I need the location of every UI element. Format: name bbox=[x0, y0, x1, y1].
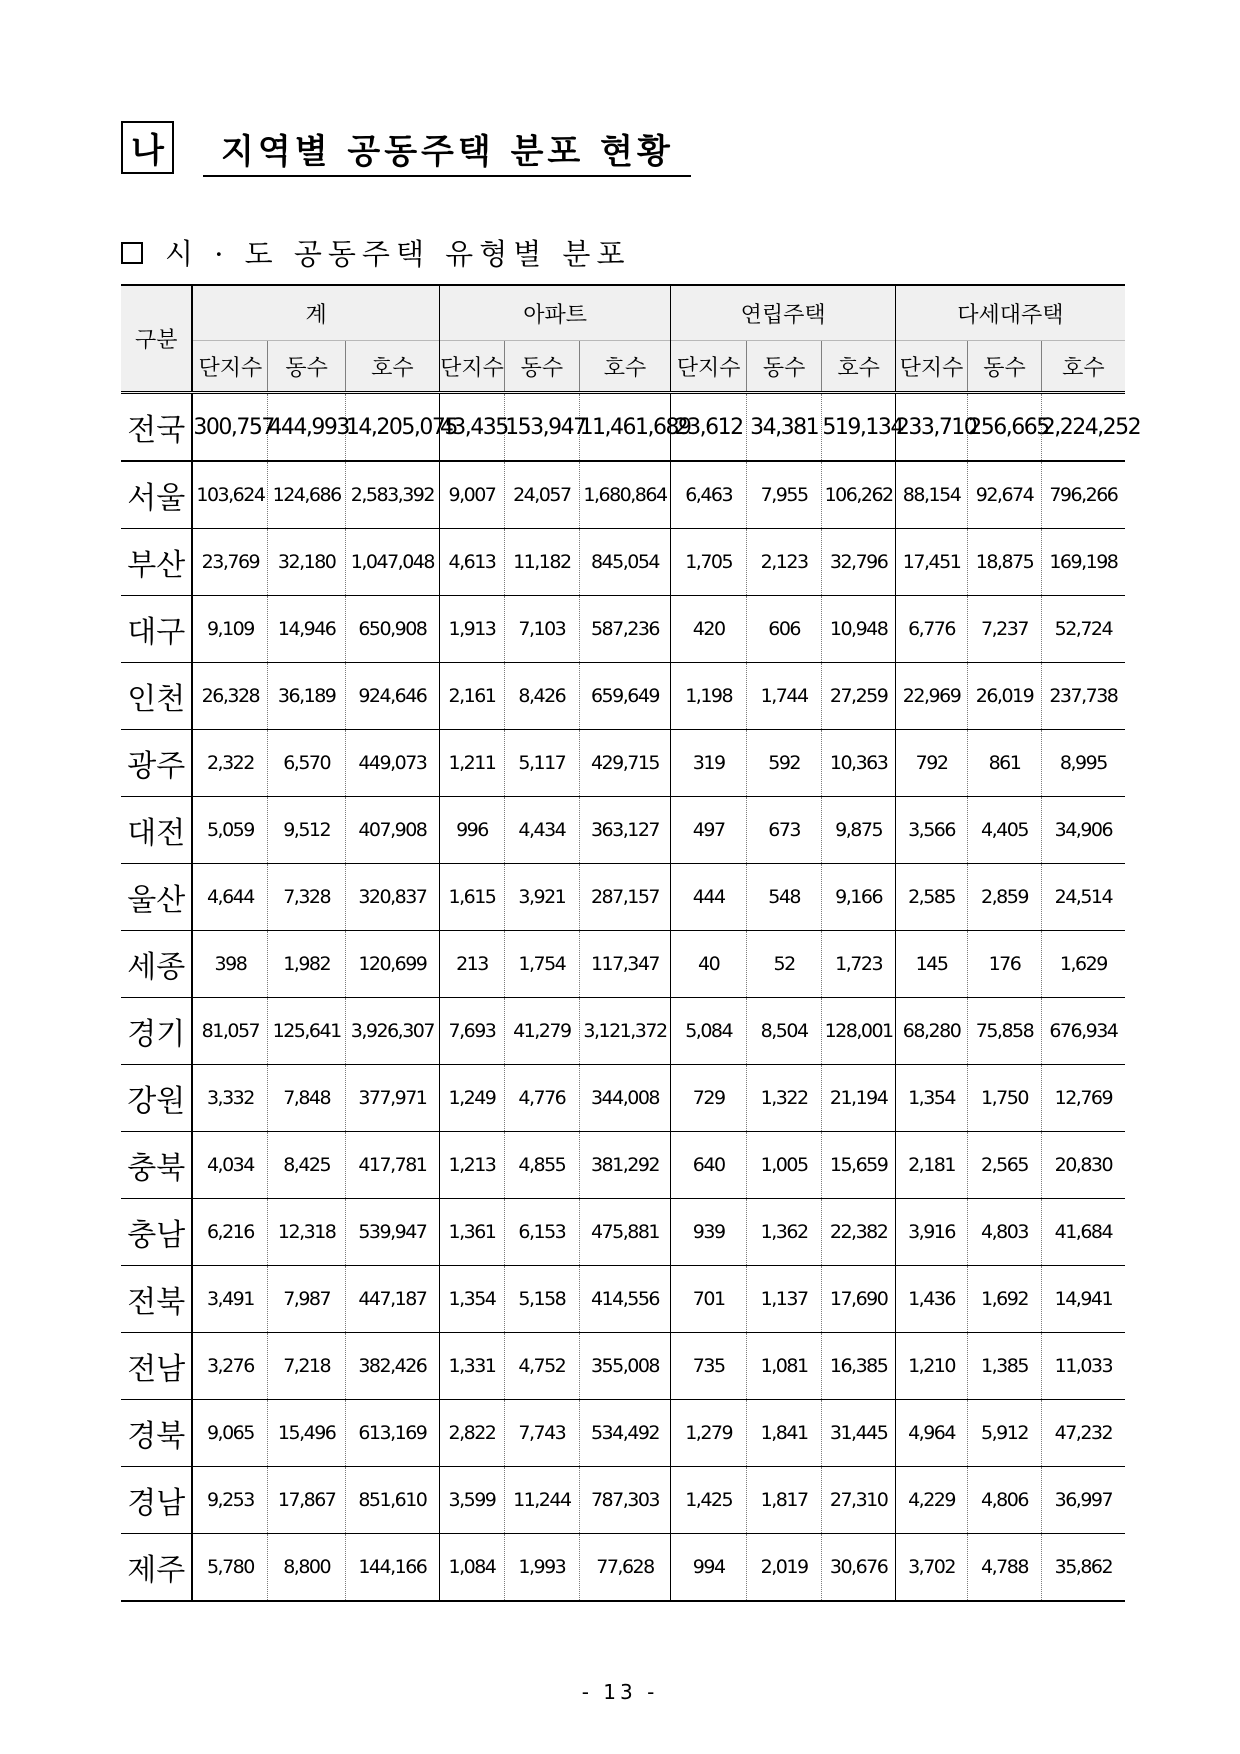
cell-total-buildings: 15,496 bbox=[268, 1400, 346, 1467]
cell-rowhouse-buildings: 1,322 bbox=[746, 1065, 821, 1132]
cell-multiplex-complexes: 88,154 bbox=[895, 461, 967, 529]
cell-total-units: 14,205,075 bbox=[345, 393, 439, 462]
cell-apt-buildings: 4,855 bbox=[505, 1132, 579, 1199]
group-header-total: 계 bbox=[192, 285, 439, 341]
cell-total-complexes: 103,624 bbox=[192, 461, 267, 529]
cell-rowhouse-units: 128,001 bbox=[822, 998, 895, 1065]
cell-multiplex-units: 41,684 bbox=[1041, 1199, 1125, 1266]
group-header-apartment: 아파트 bbox=[439, 285, 671, 341]
cell-apt-complexes: 996 bbox=[439, 797, 504, 864]
cell-multiplex-buildings: 7,237 bbox=[968, 596, 1041, 663]
cell-total-complexes: 3,276 bbox=[192, 1333, 267, 1400]
cell-rowhouse-buildings: 592 bbox=[746, 730, 821, 797]
cell-apt-buildings: 8,426 bbox=[505, 663, 579, 730]
cell-total-units: 417,781 bbox=[345, 1132, 439, 1199]
row-header-region: 전국 bbox=[121, 393, 192, 462]
cell-multiplex-complexes: 3,566 bbox=[895, 797, 967, 864]
cell-multiplex-units: 52,724 bbox=[1041, 596, 1125, 663]
cell-total-complexes: 9,253 bbox=[192, 1467, 267, 1534]
cell-apt-buildings: 6,153 bbox=[505, 1199, 579, 1266]
cell-multiplex-buildings: 4,806 bbox=[968, 1467, 1041, 1534]
cell-rowhouse-complexes: 729 bbox=[671, 1065, 746, 1132]
cell-total-complexes: 81,057 bbox=[192, 998, 267, 1065]
cell-total-complexes: 23,769 bbox=[192, 529, 267, 596]
cell-total-complexes: 9,109 bbox=[192, 596, 267, 663]
row-header-region: 전북 bbox=[121, 1266, 192, 1333]
cell-total-buildings: 36,189 bbox=[268, 663, 346, 730]
row-header-region: 제주 bbox=[121, 1534, 192, 1602]
cell-total-buildings: 7,328 bbox=[268, 864, 346, 931]
table-row bbox=[121, 864, 1125, 931]
cell-apt-complexes: 3,599 bbox=[439, 1467, 504, 1534]
cell-apt-units: 534,492 bbox=[579, 1400, 671, 1467]
cell-total-complexes: 9,065 bbox=[192, 1400, 267, 1467]
subheader-buildings: 동수 bbox=[505, 341, 579, 393]
cell-multiplex-complexes: 1,210 bbox=[895, 1333, 967, 1400]
cell-rowhouse-buildings: 1,081 bbox=[746, 1333, 821, 1400]
cell-rowhouse-complexes: 5,084 bbox=[671, 998, 746, 1065]
cell-multiplex-buildings: 1,750 bbox=[968, 1065, 1041, 1132]
row-header-region: 충남 bbox=[121, 1199, 192, 1266]
cell-rowhouse-units: 30,676 bbox=[822, 1534, 895, 1602]
cell-total-complexes: 398 bbox=[192, 931, 267, 998]
table-row bbox=[121, 730, 1125, 797]
cell-rowhouse-complexes: 23,612 bbox=[671, 393, 746, 462]
cell-multiplex-units: 12,769 bbox=[1041, 1065, 1125, 1132]
cell-apt-complexes: 1,615 bbox=[439, 864, 504, 931]
cell-multiplex-buildings: 92,674 bbox=[968, 461, 1041, 529]
cell-apt-complexes: 1,331 bbox=[439, 1333, 504, 1400]
row-header-region: 전남 bbox=[121, 1333, 192, 1400]
cell-apt-units: 659,649 bbox=[579, 663, 671, 730]
cell-rowhouse-units: 32,796 bbox=[822, 529, 895, 596]
table-row bbox=[121, 1266, 1125, 1333]
cell-apt-units: 381,292 bbox=[579, 1132, 671, 1199]
cell-multiplex-units: 36,997 bbox=[1041, 1467, 1125, 1534]
cell-multiplex-buildings: 5,912 bbox=[968, 1400, 1041, 1467]
subheader-units: 호수 bbox=[579, 341, 671, 393]
cell-apt-complexes: 1,211 bbox=[439, 730, 504, 797]
distribution-table bbox=[121, 284, 1141, 1602]
cell-total-units: 924,646 bbox=[345, 663, 439, 730]
row-header-region: 서울 bbox=[121, 461, 192, 529]
row-header-region: 경남 bbox=[121, 1467, 192, 1534]
cell-rowhouse-buildings: 1,841 bbox=[746, 1400, 821, 1467]
cell-total-buildings: 32,180 bbox=[268, 529, 346, 596]
cell-multiplex-complexes: 1,436 bbox=[895, 1266, 967, 1333]
cell-multiplex-units: 169,198 bbox=[1041, 529, 1125, 596]
cell-apt-buildings: 11,244 bbox=[505, 1467, 579, 1534]
cell-total-units: 613,169 bbox=[345, 1400, 439, 1467]
cell-apt-units: 475,881 bbox=[579, 1199, 671, 1266]
cell-apt-complexes: 1,913 bbox=[439, 596, 504, 663]
cell-apt-units: 1,680,864 bbox=[579, 461, 671, 529]
subheader-buildings: 동수 bbox=[968, 341, 1041, 393]
cell-total-units: 650,908 bbox=[345, 596, 439, 663]
cell-multiplex-units: 14,941 bbox=[1041, 1266, 1125, 1333]
cell-multiplex-buildings: 2,565 bbox=[968, 1132, 1041, 1199]
cell-total-buildings: 125,641 bbox=[268, 998, 346, 1065]
cell-apt-units: 414,556 bbox=[579, 1266, 671, 1333]
cell-multiplex-buildings: 4,405 bbox=[968, 797, 1041, 864]
cell-apt-complexes: 2,822 bbox=[439, 1400, 504, 1467]
subheader-complexes: 단지수 bbox=[439, 341, 504, 393]
row-header-region: 부산 bbox=[121, 529, 192, 596]
cell-total-units: 320,837 bbox=[345, 864, 439, 931]
cell-rowhouse-complexes: 1,705 bbox=[671, 529, 746, 596]
subheader-units: 호수 bbox=[822, 341, 895, 393]
cell-multiplex-buildings: 18,875 bbox=[968, 529, 1041, 596]
cell-rowhouse-buildings: 2,123 bbox=[746, 529, 821, 596]
cell-rowhouse-buildings: 8,504 bbox=[746, 998, 821, 1065]
cell-total-units: 144,166 bbox=[345, 1534, 439, 1602]
table-body bbox=[121, 393, 1141, 1602]
cell-multiplex-complexes: 233,710 bbox=[895, 393, 967, 462]
cell-rowhouse-buildings: 1,005 bbox=[746, 1132, 821, 1199]
cell-apt-buildings: 7,103 bbox=[505, 596, 579, 663]
cell-multiplex-buildings: 1,385 bbox=[968, 1333, 1041, 1400]
page-number: - 13 - bbox=[581, 1680, 659, 1704]
row-header-region: 대구 bbox=[121, 596, 192, 663]
subheader-complexes: 단지수 bbox=[895, 341, 967, 393]
cell-apt-buildings: 24,057 bbox=[505, 461, 579, 529]
cell-rowhouse-units: 16,385 bbox=[822, 1333, 895, 1400]
cell-total-complexes: 26,328 bbox=[192, 663, 267, 730]
cell-multiplex-units: 8,995 bbox=[1041, 730, 1125, 797]
cell-total-buildings: 17,867 bbox=[268, 1467, 346, 1534]
cell-apt-units: 787,303 bbox=[579, 1467, 671, 1534]
cell-multiplex-units: 20,830 bbox=[1041, 1132, 1125, 1199]
cell-apt-units: 11,461,689 bbox=[579, 393, 671, 462]
cell-rowhouse-buildings: 52 bbox=[746, 931, 821, 998]
cell-total-buildings: 9,512 bbox=[268, 797, 346, 864]
table-row bbox=[121, 1132, 1125, 1199]
cell-multiplex-units: 1,629 bbox=[1041, 931, 1125, 998]
row-header-region: 인천 bbox=[121, 663, 192, 730]
cell-rowhouse-complexes: 6,463 bbox=[671, 461, 746, 529]
cell-total-buildings: 7,848 bbox=[268, 1065, 346, 1132]
cell-total-complexes: 2,322 bbox=[192, 730, 267, 797]
cell-total-units: 120,699 bbox=[345, 931, 439, 998]
cell-total-complexes: 4,644 bbox=[192, 864, 267, 931]
section-title: 지역별 공동주택 분포 현황 bbox=[221, 132, 674, 172]
cell-total-buildings: 7,218 bbox=[268, 1333, 346, 1400]
cell-apt-complexes: 2,161 bbox=[439, 663, 504, 730]
cell-rowhouse-buildings: 34,381 bbox=[746, 393, 821, 462]
table-row bbox=[121, 1065, 1125, 1132]
cell-apt-buildings: 4,752 bbox=[505, 1333, 579, 1400]
cell-rowhouse-units: 27,310 bbox=[822, 1467, 895, 1534]
section-badge: 나 bbox=[121, 121, 174, 174]
row-header-region: 강원 bbox=[121, 1065, 192, 1132]
cell-multiplex-units: 47,232 bbox=[1041, 1400, 1125, 1467]
cell-multiplex-buildings: 26,019 bbox=[968, 663, 1041, 730]
cell-rowhouse-complexes: 640 bbox=[671, 1132, 746, 1199]
subheader-complexes: 단지수 bbox=[192, 341, 267, 393]
cell-total-units: 377,971 bbox=[345, 1065, 439, 1132]
cell-rowhouse-units: 9,166 bbox=[822, 864, 895, 931]
subsection-title: 시 · 도 공동주택 유형별 분포 bbox=[165, 237, 631, 271]
cell-apt-units: 587,236 bbox=[579, 596, 671, 663]
table-row bbox=[121, 596, 1125, 663]
cell-multiplex-complexes: 792 bbox=[895, 730, 967, 797]
cell-rowhouse-units: 22,382 bbox=[822, 1199, 895, 1266]
cell-apt-complexes: 213 bbox=[439, 931, 504, 998]
cell-multiplex-units: 2,224,252 bbox=[1041, 393, 1125, 462]
table-row bbox=[121, 931, 1125, 998]
group-header-multiplex: 다세대주택 bbox=[895, 285, 1125, 341]
cell-apt-complexes: 9,007 bbox=[439, 461, 504, 529]
cell-total-complexes: 5,780 bbox=[192, 1534, 267, 1602]
cell-apt-buildings: 4,776 bbox=[505, 1065, 579, 1132]
cell-apt-units: 3,121,372 bbox=[579, 998, 671, 1065]
cell-rowhouse-complexes: 1,279 bbox=[671, 1400, 746, 1467]
table-row bbox=[121, 1467, 1125, 1534]
cell-rowhouse-buildings: 1,137 bbox=[746, 1266, 821, 1333]
cell-rowhouse-units: 519,134 bbox=[822, 393, 895, 462]
table-row bbox=[121, 1400, 1125, 1467]
subheader-units: 호수 bbox=[345, 341, 439, 393]
row-header-region: 세종 bbox=[121, 931, 192, 998]
cell-apt-buildings: 3,921 bbox=[505, 864, 579, 931]
cell-total-units: 1,047,048 bbox=[345, 529, 439, 596]
cell-multiplex-complexes: 3,702 bbox=[895, 1534, 967, 1602]
cell-total-complexes: 3,332 bbox=[192, 1065, 267, 1132]
cell-rowhouse-units: 17,690 bbox=[822, 1266, 895, 1333]
cell-total-units: 449,073 bbox=[345, 730, 439, 797]
cell-multiplex-buildings: 861 bbox=[968, 730, 1041, 797]
cell-rowhouse-units: 1,723 bbox=[822, 931, 895, 998]
cell-multiplex-units: 11,033 bbox=[1041, 1333, 1125, 1400]
table-row bbox=[121, 797, 1125, 864]
cell-multiplex-buildings: 1,692 bbox=[968, 1266, 1041, 1333]
cell-total-units: 539,947 bbox=[345, 1199, 439, 1266]
cell-apt-complexes: 1,249 bbox=[439, 1065, 504, 1132]
corner-header: 구분 bbox=[121, 285, 192, 393]
cell-rowhouse-buildings: 606 bbox=[746, 596, 821, 663]
cell-apt-complexes: 43,435 bbox=[439, 393, 504, 462]
cell-multiplex-units: 24,514 bbox=[1041, 864, 1125, 931]
cell-apt-units: 363,127 bbox=[579, 797, 671, 864]
cell-rowhouse-buildings: 673 bbox=[746, 797, 821, 864]
cell-apt-buildings: 5,158 bbox=[505, 1266, 579, 1333]
cell-total-complexes: 6,216 bbox=[192, 1199, 267, 1266]
cell-total-units: 2,583,392 bbox=[345, 461, 439, 529]
table-row bbox=[121, 1199, 1125, 1266]
cell-rowhouse-complexes: 444 bbox=[671, 864, 746, 931]
cell-apt-buildings: 153,947 bbox=[505, 393, 579, 462]
cell-multiplex-complexes: 4,229 bbox=[895, 1467, 967, 1534]
cell-apt-buildings: 1,754 bbox=[505, 931, 579, 998]
table-row bbox=[121, 1333, 1125, 1400]
cell-apt-complexes: 7,693 bbox=[439, 998, 504, 1065]
cell-apt-units: 344,008 bbox=[579, 1065, 671, 1132]
cell-rowhouse-buildings: 1,817 bbox=[746, 1467, 821, 1534]
cell-multiplex-units: 796,266 bbox=[1041, 461, 1125, 529]
cell-apt-complexes: 1,361 bbox=[439, 1199, 504, 1266]
cell-rowhouse-complexes: 420 bbox=[671, 596, 746, 663]
cell-multiplex-complexes: 2,181 bbox=[895, 1132, 967, 1199]
section-underline bbox=[203, 175, 691, 177]
cell-apt-units: 117,347 bbox=[579, 931, 671, 998]
row-header-region: 울산 bbox=[121, 864, 192, 931]
cell-multiplex-units: 35,862 bbox=[1041, 1534, 1125, 1602]
cell-apt-buildings: 7,743 bbox=[505, 1400, 579, 1467]
cell-apt-complexes: 4,613 bbox=[439, 529, 504, 596]
cell-rowhouse-complexes: 735 bbox=[671, 1333, 746, 1400]
row-header-region: 광주 bbox=[121, 730, 192, 797]
subheader-buildings: 동수 bbox=[268, 341, 346, 393]
cell-apt-units: 355,008 bbox=[579, 1333, 671, 1400]
cell-multiplex-buildings: 256,665 bbox=[968, 393, 1041, 462]
cell-rowhouse-complexes: 701 bbox=[671, 1266, 746, 1333]
cell-total-complexes: 300,757 bbox=[192, 393, 267, 462]
cell-rowhouse-complexes: 497 bbox=[671, 797, 746, 864]
cell-rowhouse-units: 9,875 bbox=[822, 797, 895, 864]
cell-apt-units: 287,157 bbox=[579, 864, 671, 931]
cell-total-buildings: 1,982 bbox=[268, 931, 346, 998]
cell-multiplex-units: 34,906 bbox=[1041, 797, 1125, 864]
cell-total-complexes: 3,491 bbox=[192, 1266, 267, 1333]
cell-apt-complexes: 1,084 bbox=[439, 1534, 504, 1602]
table-row bbox=[121, 529, 1125, 596]
cell-rowhouse-units: 31,445 bbox=[822, 1400, 895, 1467]
cell-multiplex-buildings: 2,859 bbox=[968, 864, 1041, 931]
cell-rowhouse-units: 10,363 bbox=[822, 730, 895, 797]
cell-multiplex-complexes: 68,280 bbox=[895, 998, 967, 1065]
cell-total-buildings: 444,993 bbox=[268, 393, 346, 462]
table-row bbox=[121, 663, 1125, 730]
cell-rowhouse-units: 10,948 bbox=[822, 596, 895, 663]
subheader-units: 호수 bbox=[1041, 341, 1125, 393]
cell-multiplex-complexes: 22,969 bbox=[895, 663, 967, 730]
cell-apt-units: 77,628 bbox=[579, 1534, 671, 1602]
cell-total-units: 3,926,307 bbox=[345, 998, 439, 1065]
cell-rowhouse-buildings: 1,744 bbox=[746, 663, 821, 730]
row-header-region: 충북 bbox=[121, 1132, 192, 1199]
subheader-complexes: 단지수 bbox=[671, 341, 746, 393]
cell-rowhouse-buildings: 548 bbox=[746, 864, 821, 931]
cell-multiplex-complexes: 17,451 bbox=[895, 529, 967, 596]
cell-apt-buildings: 41,279 bbox=[505, 998, 579, 1065]
section-heading bbox=[121, 118, 691, 178]
cell-total-units: 382,426 bbox=[345, 1333, 439, 1400]
cell-multiplex-complexes: 1,354 bbox=[895, 1065, 967, 1132]
table-row bbox=[121, 461, 1125, 529]
cell-rowhouse-buildings: 2,019 bbox=[746, 1534, 821, 1602]
cell-apt-buildings: 4,434 bbox=[505, 797, 579, 864]
cell-total-units: 447,187 bbox=[345, 1266, 439, 1333]
cell-multiplex-buildings: 176 bbox=[968, 931, 1041, 998]
cell-apt-complexes: 1,354 bbox=[439, 1266, 504, 1333]
cell-multiplex-buildings: 4,788 bbox=[968, 1534, 1041, 1602]
group-header-rowhouse: 연립주택 bbox=[671, 285, 895, 341]
cell-apt-buildings: 1,993 bbox=[505, 1534, 579, 1602]
table-row bbox=[121, 1534, 1125, 1602]
cell-total-buildings: 6,570 bbox=[268, 730, 346, 797]
cell-total-buildings: 8,800 bbox=[268, 1534, 346, 1602]
cell-rowhouse-buildings: 1,362 bbox=[746, 1199, 821, 1266]
cell-total-buildings: 7,987 bbox=[268, 1266, 346, 1333]
cell-multiplex-buildings: 75,858 bbox=[968, 998, 1041, 1065]
cell-total-buildings: 14,946 bbox=[268, 596, 346, 663]
cell-rowhouse-complexes: 994 bbox=[671, 1534, 746, 1602]
cell-apt-buildings: 5,117 bbox=[505, 730, 579, 797]
cell-total-buildings: 8,425 bbox=[268, 1132, 346, 1199]
cell-rowhouse-complexes: 1,198 bbox=[671, 663, 746, 730]
cell-total-complexes: 4,034 bbox=[192, 1132, 267, 1199]
cell-total-buildings: 124,686 bbox=[268, 461, 346, 529]
subheader-buildings: 동수 bbox=[746, 341, 821, 393]
cell-total-units: 407,908 bbox=[345, 797, 439, 864]
cell-apt-units: 845,054 bbox=[579, 529, 671, 596]
row-header-region: 경기 bbox=[121, 998, 192, 1065]
cell-rowhouse-units: 15,659 bbox=[822, 1132, 895, 1199]
cell-multiplex-complexes: 2,585 bbox=[895, 864, 967, 931]
cell-total-buildings: 12,318 bbox=[268, 1199, 346, 1266]
cell-rowhouse-complexes: 40 bbox=[671, 931, 746, 998]
cell-rowhouse-units: 27,259 bbox=[822, 663, 895, 730]
cell-multiplex-complexes: 3,916 bbox=[895, 1199, 967, 1266]
cell-rowhouse-units: 21,194 bbox=[822, 1065, 895, 1132]
cell-apt-units: 429,715 bbox=[579, 730, 671, 797]
row-header-region: 경북 bbox=[121, 1400, 192, 1467]
cell-rowhouse-complexes: 319 bbox=[671, 730, 746, 797]
cell-multiplex-complexes: 6,776 bbox=[895, 596, 967, 663]
cell-multiplex-complexes: 145 bbox=[895, 931, 967, 998]
table-row bbox=[121, 393, 1125, 462]
checkbox-square-icon bbox=[121, 242, 143, 264]
table-row bbox=[121, 998, 1125, 1065]
cell-apt-buildings: 11,182 bbox=[505, 529, 579, 596]
cell-total-units: 851,610 bbox=[345, 1467, 439, 1534]
row-header-region: 대전 bbox=[121, 797, 192, 864]
cell-multiplex-units: 676,934 bbox=[1041, 998, 1125, 1065]
cell-rowhouse-complexes: 1,425 bbox=[671, 1467, 746, 1534]
cell-multiplex-buildings: 4,803 bbox=[968, 1199, 1041, 1266]
cell-total-complexes: 5,059 bbox=[192, 797, 267, 864]
cell-multiplex-units: 237,738 bbox=[1041, 663, 1125, 730]
cell-apt-complexes: 1,213 bbox=[439, 1132, 504, 1199]
cell-rowhouse-units: 106,262 bbox=[822, 461, 895, 529]
cell-rowhouse-buildings: 7,955 bbox=[746, 461, 821, 529]
cell-multiplex-complexes: 4,964 bbox=[895, 1400, 967, 1467]
cell-rowhouse-complexes: 939 bbox=[671, 1199, 746, 1266]
